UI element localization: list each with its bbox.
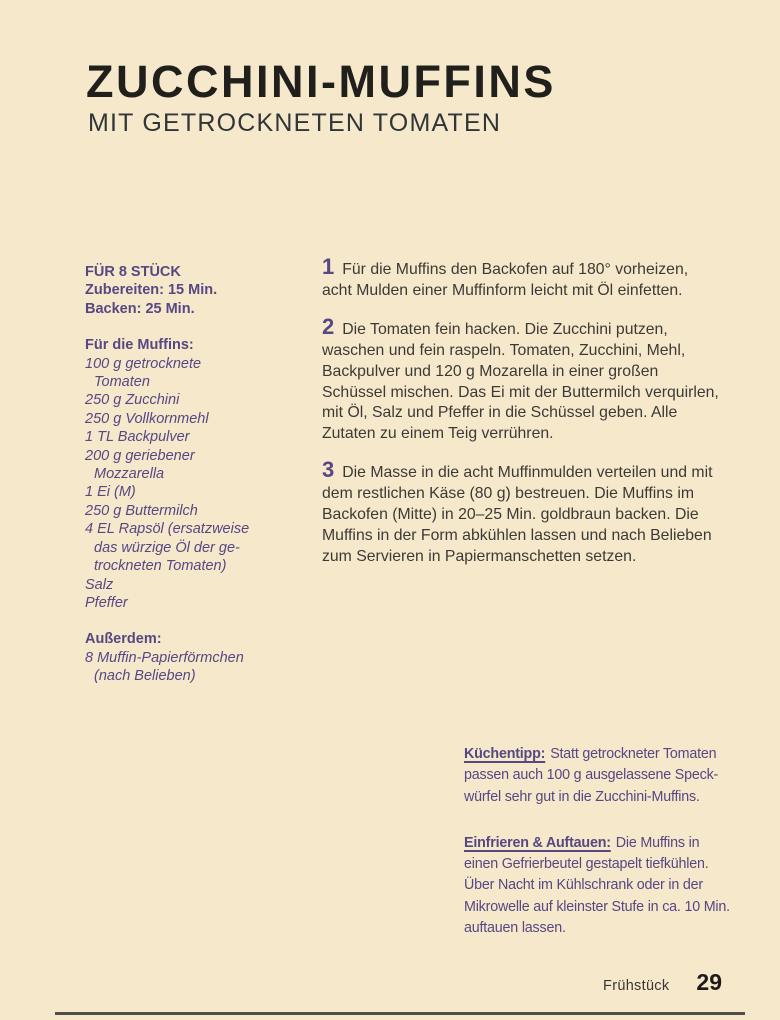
ingredients-sidebar xyxy=(85,263,315,686)
step-1-number: 1 xyxy=(322,254,335,279)
ingredient-line: das würzige Öl der ge- xyxy=(94,539,240,556)
prep-time-label: Zubereiten: 15 Min. xyxy=(85,282,218,299)
kitchen-tip xyxy=(464,744,736,808)
extras-line: 8 Muffin-Papierförmchen xyxy=(85,649,244,666)
step-3 xyxy=(322,459,722,568)
ingredient-line: Mozzarella xyxy=(94,466,165,483)
step-3-number: 3 xyxy=(322,457,335,483)
step-2-number: 2 xyxy=(322,313,335,339)
chapter-label: Frühstück xyxy=(603,978,670,994)
kitchen-tip-text: Statt getrockneter Tomaten passen auch 100 g ausgelassene Speckwürfel sehr gut in die Zucchini-Muffins. xyxy=(464,746,719,805)
step-3-text: Die Masse in die acht Muffinmulden verteilen und mit dem restlichen Käse (80 g) bestreuen. Die Muffins im Backofen (Mitte) in 20–25 Min. goldbraun backen. Die Muffins in der Form abkühlen lassen und nach Belieben zum Servieren in Papiermanschetten setzen. xyxy=(322,464,713,565)
ingredient-line: Pfeffer xyxy=(85,594,128,611)
step-1-text: Für die Muffins den Backofen auf 180° vorheizen, acht Mulden einer Muffinform leicht mit Öl einfetten. xyxy=(322,261,689,299)
step-2-text: Die Tomaten fein hacken. Die Zucchini putzen, waschen und fein raspeln. Tomaten, Zucchini, Mehl, Backpulver und 120 g Mozarella in einer großen Schüssel mischen. Das Ei mit der Buttermilch verquirlen, mit Öl, Salz und Pfeffer in die Schüssel geben. Alle Zutaten zu einem Teig verrühren. xyxy=(322,320,719,443)
ingredient-line: 250 g Zucchini xyxy=(85,392,180,409)
freezing-tip xyxy=(464,833,736,939)
ingredient-line: 200 g geriebener xyxy=(85,447,195,464)
ingredient-line: 1 Ei (M) xyxy=(85,484,136,501)
recipe-subtitle: MIT GETROCKNETEN TOMATEN xyxy=(88,109,502,137)
extras-line: (nach Belieben) xyxy=(94,668,196,685)
bake-time-label: Backen: 25 Min. xyxy=(85,300,195,317)
preparation-steps xyxy=(322,256,722,582)
page-edge-rule xyxy=(55,1012,745,1015)
ingredient-line: Salz xyxy=(85,576,114,593)
freezing-tip-text: Die Muffins in einen Gefrierbeutel gestapelt tiefkühlen. Über Nacht im Kühlschrank oder in der Mikrowelle auf kleinster Stufe in ca. 10 Min. auftauen lassen. xyxy=(464,834,730,937)
ingredient-line: trockneten Tomaten) xyxy=(94,558,227,575)
yield-label: FÜR 8 STÜCK xyxy=(85,264,181,280)
ingredient-line: 250 g Vollkornmehl xyxy=(85,410,209,427)
tips-section xyxy=(464,744,736,939)
step-2 xyxy=(322,313,722,445)
ingredients-heading: Für die Muffins: xyxy=(85,337,194,354)
ingredient-line: 4 EL Rapsöl (ersatzweise xyxy=(85,521,250,538)
page-footer xyxy=(603,969,722,996)
step-1 xyxy=(322,256,722,302)
freezing-tip-label: Einfrieren & Auftauen: xyxy=(464,834,611,851)
recipe-title: ZUCCHINI-MUFFINS xyxy=(86,56,556,107)
ingredient-line: 1 TL Backpulver xyxy=(85,429,190,446)
extras-heading: Außerdem: xyxy=(85,631,162,648)
kitchen-tip-label: Küchentipp: xyxy=(464,746,546,762)
ingredient-line: Tomaten xyxy=(94,374,150,391)
ingredient-line: 250 g Buttermilch xyxy=(85,502,198,519)
page-number: 29 xyxy=(696,969,722,995)
ingredient-line: 100 g getrocknete xyxy=(85,355,202,372)
